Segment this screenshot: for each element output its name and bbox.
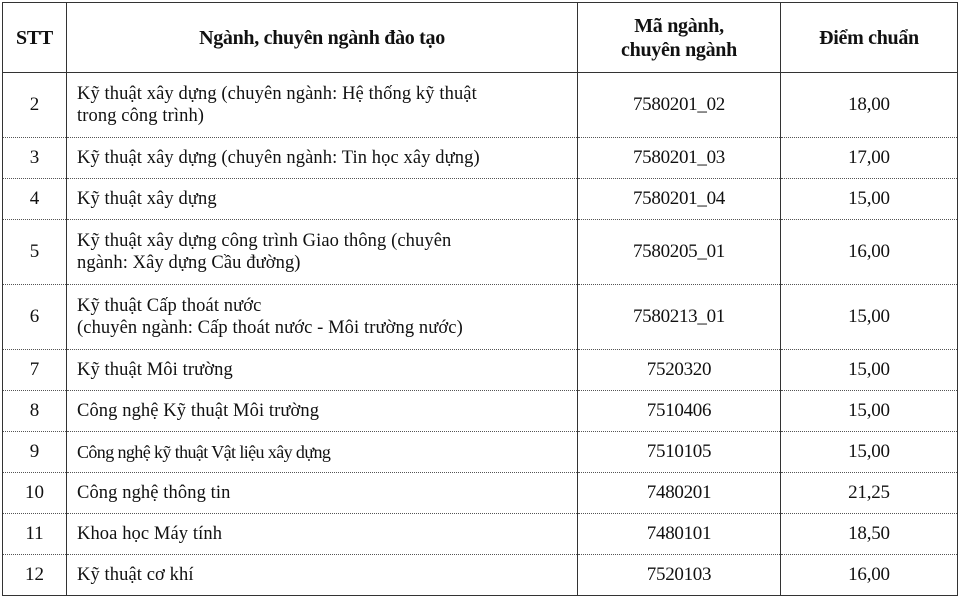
row-code: 7480201 xyxy=(578,473,781,514)
table-row xyxy=(3,220,958,285)
row-code: 7580205_01 xyxy=(578,220,781,285)
header-major: Ngành, chuyên ngành đào tạo xyxy=(67,3,578,73)
row-stt: 10 xyxy=(3,473,67,514)
row-score: 15,00 xyxy=(781,391,958,432)
row-major-name-line1: Công nghệ thông tin xyxy=(77,483,231,503)
admission-score-table xyxy=(2,2,958,596)
row-code: 7480101 xyxy=(578,514,781,555)
row-code: 7520320 xyxy=(578,350,781,391)
row-stt: 6 xyxy=(3,285,67,350)
row-score: 17,00 xyxy=(781,138,958,179)
table-row xyxy=(3,73,958,138)
header-score: Điểm chuẩn xyxy=(781,3,958,73)
row-score: 16,00 xyxy=(781,220,958,285)
table-row xyxy=(3,473,958,514)
row-code: 7580201_03 xyxy=(578,138,781,179)
row-code: 7580201_02 xyxy=(578,73,781,138)
row-major-name-line2: ngành: Xây dựng Cầu đường) xyxy=(77,253,301,273)
row-score: 15,00 xyxy=(781,432,958,473)
row-major-name-line1: Công nghệ Kỹ thuật Môi trường xyxy=(77,401,320,421)
row-major-name-line2: trong công trình) xyxy=(77,106,205,126)
row-major-name-line1: Công nghệ kỹ thuật Vật liệu xây dựng xyxy=(77,442,331,462)
row-code: 7510105 xyxy=(578,432,781,473)
row-stt: 3 xyxy=(3,138,67,179)
row-score: 15,00 xyxy=(781,350,958,391)
header-stt: STT xyxy=(3,3,67,73)
row-stt: 4 xyxy=(3,179,67,220)
row-major-name-line1: Kỹ thuật xây dựng (chuyên ngành: Hệ thống kỹ thuật xyxy=(77,84,477,104)
row-code: 7580201_04 xyxy=(578,179,781,220)
row-major-name-line1: Kỹ thuật xây dựng xyxy=(77,189,217,209)
header-code-line1: Mã ngành, xyxy=(634,14,724,37)
row-stt: 2 xyxy=(3,73,67,138)
row-score: 15,00 xyxy=(781,179,958,220)
table-row xyxy=(3,138,958,179)
row-stt: 5 xyxy=(3,220,67,285)
row-major-name xyxy=(67,473,578,514)
row-major-name-line2: (chuyên ngành: Cấp thoát nước - Môi trường nước) xyxy=(77,318,463,338)
row-major-name-line1: Khoa học Máy tính xyxy=(77,524,223,544)
row-major-name-line1: Kỹ thuật Môi trường xyxy=(77,360,233,380)
row-major-name-line1: Kỹ thuật xây dựng (chuyên ngành: Tin học xây dựng) xyxy=(77,148,480,168)
table-row xyxy=(3,350,958,391)
row-major-name xyxy=(67,350,578,391)
row-major-name xyxy=(67,391,578,432)
row-major-name xyxy=(67,432,578,473)
row-score: 21,25 xyxy=(781,473,958,514)
table-row xyxy=(3,179,958,220)
table-row xyxy=(3,432,958,473)
row-major-name xyxy=(67,73,578,138)
row-stt: 7 xyxy=(3,350,67,391)
row-score: 18,00 xyxy=(781,73,958,138)
header-code-line2: chuyên ngành xyxy=(621,38,737,61)
row-score: 16,00 xyxy=(781,555,958,596)
row-score: 18,50 xyxy=(781,514,958,555)
row-stt: 8 xyxy=(3,391,67,432)
row-score: 15,00 xyxy=(781,285,958,350)
header-code xyxy=(578,3,781,73)
row-major-name-line1: Kỹ thuật Cấp thoát nước xyxy=(77,296,262,316)
row-major-name xyxy=(67,138,578,179)
row-stt: 12 xyxy=(3,555,67,596)
row-code: 7520103 xyxy=(578,555,781,596)
row-major-name xyxy=(67,514,578,555)
row-major-name xyxy=(67,179,578,220)
row-code: 7510406 xyxy=(578,391,781,432)
row-major-name-line1: Kỹ thuật xây dựng công trình Giao thông (chuyên xyxy=(77,231,452,251)
table-row xyxy=(3,391,958,432)
row-major-name-line1: Kỹ thuật cơ khí xyxy=(77,565,194,585)
row-major-name xyxy=(67,555,578,596)
row-code: 7580213_01 xyxy=(578,285,781,350)
table-row xyxy=(3,555,958,596)
row-stt: 9 xyxy=(3,432,67,473)
row-major-name xyxy=(67,285,578,350)
table-row xyxy=(3,285,958,350)
row-major-name xyxy=(67,220,578,285)
row-stt: 11 xyxy=(3,514,67,555)
table-row xyxy=(3,514,958,555)
table-header-row xyxy=(3,3,958,73)
